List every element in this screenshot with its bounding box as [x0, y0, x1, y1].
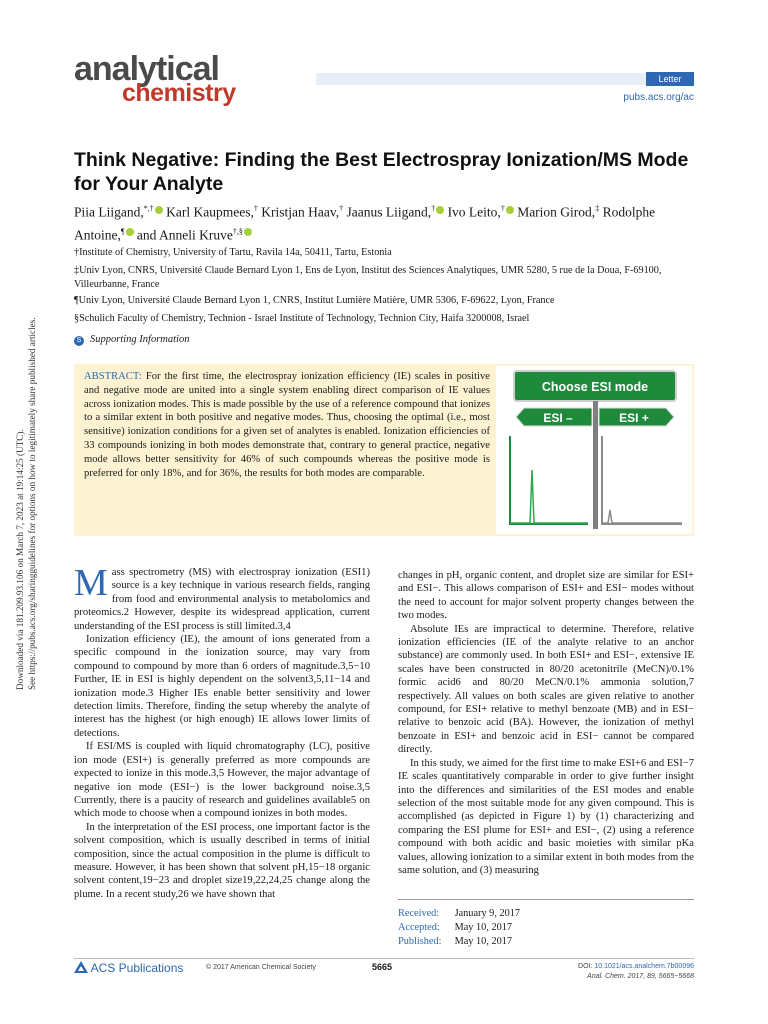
orcid-icon[interactable]	[155, 206, 163, 214]
download-notice-line-2[interactable]: See https://pubs.acs.org/sharingguidelines for options on how to legitimately share published articles.	[27, 317, 37, 690]
paragraph-text: ass spectrometry (MS) with electrospray ionization (ESI1) source is a key technique in various research fields, ranging from food and environmental analysis to metabolomics and proteomics.2 However, despite its widespread application, current understanding of the ESI process is still limited.3,4	[74, 567, 370, 632]
supporting-info-icon: S	[74, 336, 84, 346]
abstract-label: ABSTRACT:	[84, 371, 142, 382]
download-notice-line-1: Downloaded via 181.209.93.106 on March 7, 2023 at 19:14:25 (UTC).	[15, 429, 25, 690]
footer-divider	[74, 958, 694, 959]
author-affil-mark: ‡	[595, 204, 600, 213]
doi-block	[540, 962, 694, 982]
author-affil-mark: ¶	[120, 226, 125, 236]
accepted-date: May 10, 2017	[454, 922, 513, 933]
author-list	[74, 199, 694, 244]
toc-sign-title: Choose ESI mode	[541, 380, 649, 394]
orcid-icon[interactable]	[506, 206, 514, 214]
body-column-left	[74, 562, 370, 901]
body-paragraph: Absolute IEs are impractical to determine. Therefore, relative ionization efficiencies (IE of the analyte relative to an anchor substance) are commonly used. In both ESI+ and ESI−, extensive IE scales have been constructed in 80/20 acetonitrile (MeCN)/0.1% formic acid6 and 80/20 MeCN/0.1% ammonia solution,7 respectively. All values on both scales are given relative to another compound, for ESI+ relative to methyl benzoate (MB) and in ESI− relative to benzoic acid (BA). However, the ionization of methyl benzoate in ESI+ and benzoic acid in ESI− cannot be compared directly.	[398, 623, 694, 756]
author-affil-mark: *,†	[143, 204, 154, 213]
acs-logo-icon	[74, 961, 88, 973]
abstract	[84, 370, 490, 480]
paper-title: Think Negative: Finding the Best Electrospray Ionization/MS Mode for Your Analyte	[74, 149, 689, 195]
body-paragraph: In this study, we aimed for the first time to make ESI+6 and ESI−7 IE scales quantitatively comparable in order to give further insight into the differences and similarities of the ESI modes and enable selection of the most suitable mode for any given compound. This is accomplished (as depicted in Figure 1) by (1) characterizing and comparing the ESI plume for ESI+ and ESI−, (2) using a reference compound with both acidic and basic moieties with similar pKa values, allowing ionization to a similar extent in both modes from the same solution, and (3) measuring	[398, 757, 694, 876]
citation: Anal. Chem. 2017, 89, 5665−5668	[587, 973, 694, 980]
download-notice	[14, 270, 38, 690]
page-number: 5665	[372, 962, 393, 972]
received-date: January 9, 2017	[454, 908, 521, 919]
abstract-text: For the first time, the electrospray ionization efficiency (IE) scales in positive and negative mode are united into a single system enabling direct comparison of IE values across ionization modes. This is made possible by the use of a reference compound that ionizes to a similar extent in both positive and negative modes. Thus, choosing the optimal (i.e., most sensitive) ionization conditions for a given set of analytes is enabled. Ionization efficiencies of 33 compounds ionizing in both modes demonstrate that, contrary to general practice, negative mode allows better sensitivity for 46% of such compounds whereas the positive mode is preferred for only 18%, and for 36%, the results for both modes are comparable.	[84, 371, 490, 479]
author-name[interactable]: Kristjan Haav,	[261, 204, 340, 220]
author-name[interactable]: Karl Kaupmees,	[166, 204, 254, 220]
orcid-icon[interactable]	[126, 228, 134, 236]
affiliation-1: †Institute of Chemistry, University of Tartu, Ravila 14a, 50411, Tartu, Estonia	[74, 247, 392, 258]
publisher-name: ACS Publications	[90, 961, 184, 975]
journal-logo-chemistry: chemistry	[122, 79, 236, 107]
toc-arrow-left-label: ESI –	[543, 411, 573, 425]
author-name[interactable]: and Anneli Kruve	[136, 227, 233, 242]
dates-divider	[398, 899, 694, 900]
body-paragraph: changes in pH, organic content, and droplet size are similar for ESI+ and ESI−. This allows comparison of ESI+ and ESI− modes without the need to account for major solvent property changes between the two modes.	[398, 570, 694, 622]
body-paragraph: In the interpretation of the ESI process, one important factor is the solvent composition, which is usually described in terms of initial composition, since the actual composition in the plume is difficult to measure. However, it has been shown that solvent pH,15−18 organic solvent content,19−23 and droplet size19,22,24,25 change along the plume. In a recent study,26 we have shown that	[74, 821, 370, 900]
body-column-right	[398, 569, 694, 877]
author-name[interactable]: Jaanus Liigand,	[346, 204, 432, 220]
body-paragraph: If ESI/MS is coupled with liquid chromatography (LC), positive ion mode (ESI+) is generally preferred as more compounds are expected to ionize in this mode.3,5 However, the major advantage of negative ion mode (ESI−) is the lower background noise.3,5 Currently, there is a paucity of research and guidelines available5 on which mode to choose when a compound ionizes in both modes.	[74, 741, 370, 820]
publisher-logo[interactable]	[74, 961, 183, 975]
author-affil-mark: †,§	[232, 226, 243, 236]
orcid-icon[interactable]	[436, 206, 444, 214]
affiliation-4: §Schulich Faculty of Chemistry, Technion - Israel Institute of Technology, Technion City, Haifa 3200008, Israel	[74, 313, 530, 324]
author-affil-mark: †	[500, 204, 505, 213]
accepted-label: Accepted:	[398, 922, 440, 933]
toc-arrow-right-label: ESI +	[619, 411, 649, 425]
doi-link[interactable]: 10.1021/acs.analchem.7b00096	[594, 963, 694, 970]
affiliation-3: ¶Univ Lyon, Université Claude Bernard Lyon 1, CNRS, Institut Lumière Matière, UMR 5306, F-69622, Lyon, France	[74, 295, 555, 306]
published-date: May 10, 2017	[454, 936, 513, 947]
toc-graphic	[496, 366, 692, 534]
article-dates	[398, 907, 520, 949]
doi-label: DOI:	[578, 963, 593, 970]
body-paragraph: Ionization efficiency (IE), the amount of ions generated from a specific compound in the ionization source, may vary from compound to compound by more than 6 orders of magnitude.3,5−10 Further, IE in ESI is highly dependent on the solvent3,5,11−14 and ionization mode.3 Higher IEs enable better sensitivity and lower detection limits. Therefore, finding the setup whereby the analyte of interest has the highest (or high enough) IE allows lower limits of detections.	[74, 634, 370, 739]
author-affil-mark: †	[339, 204, 344, 213]
author-name[interactable]: Rodolphe Antoine,	[74, 204, 656, 242]
drop-cap: M	[74, 562, 108, 604]
article-type-bar	[316, 73, 694, 85]
copyright: © 2017 American Chemical Society	[206, 964, 316, 971]
author-name[interactable]: Marion Girod,	[517, 204, 596, 220]
author-affil-mark: †	[431, 204, 436, 213]
published-label: Published:	[398, 936, 442, 947]
body-paragraph	[74, 562, 370, 633]
author-name[interactable]: Ivo Leito,	[447, 204, 501, 220]
received-label: Received:	[398, 908, 440, 919]
affiliation-2: ‡Univ Lyon, CNRS, Université Claude Bernard Lyon 1, Ens de Lyon, Institut des Sciences Analytiques, UMR 5280, 5 rue de la Doua, F-69100, Villeurbanne, France	[74, 265, 662, 290]
author-name[interactable]: Piia Liigand,	[74, 204, 144, 220]
author-affil-mark: †	[253, 204, 258, 213]
toc-post	[593, 401, 598, 529]
article-type-badge: Letter	[646, 72, 694, 86]
supporting-info-link[interactable]	[74, 334, 189, 346]
orcid-icon[interactable]	[244, 228, 252, 236]
journal-url-link[interactable]: pubs.acs.org/ac	[623, 92, 694, 103]
journal-logo-analytical: analytical	[74, 50, 219, 88]
supporting-info-label: Supporting Information	[90, 334, 190, 345]
